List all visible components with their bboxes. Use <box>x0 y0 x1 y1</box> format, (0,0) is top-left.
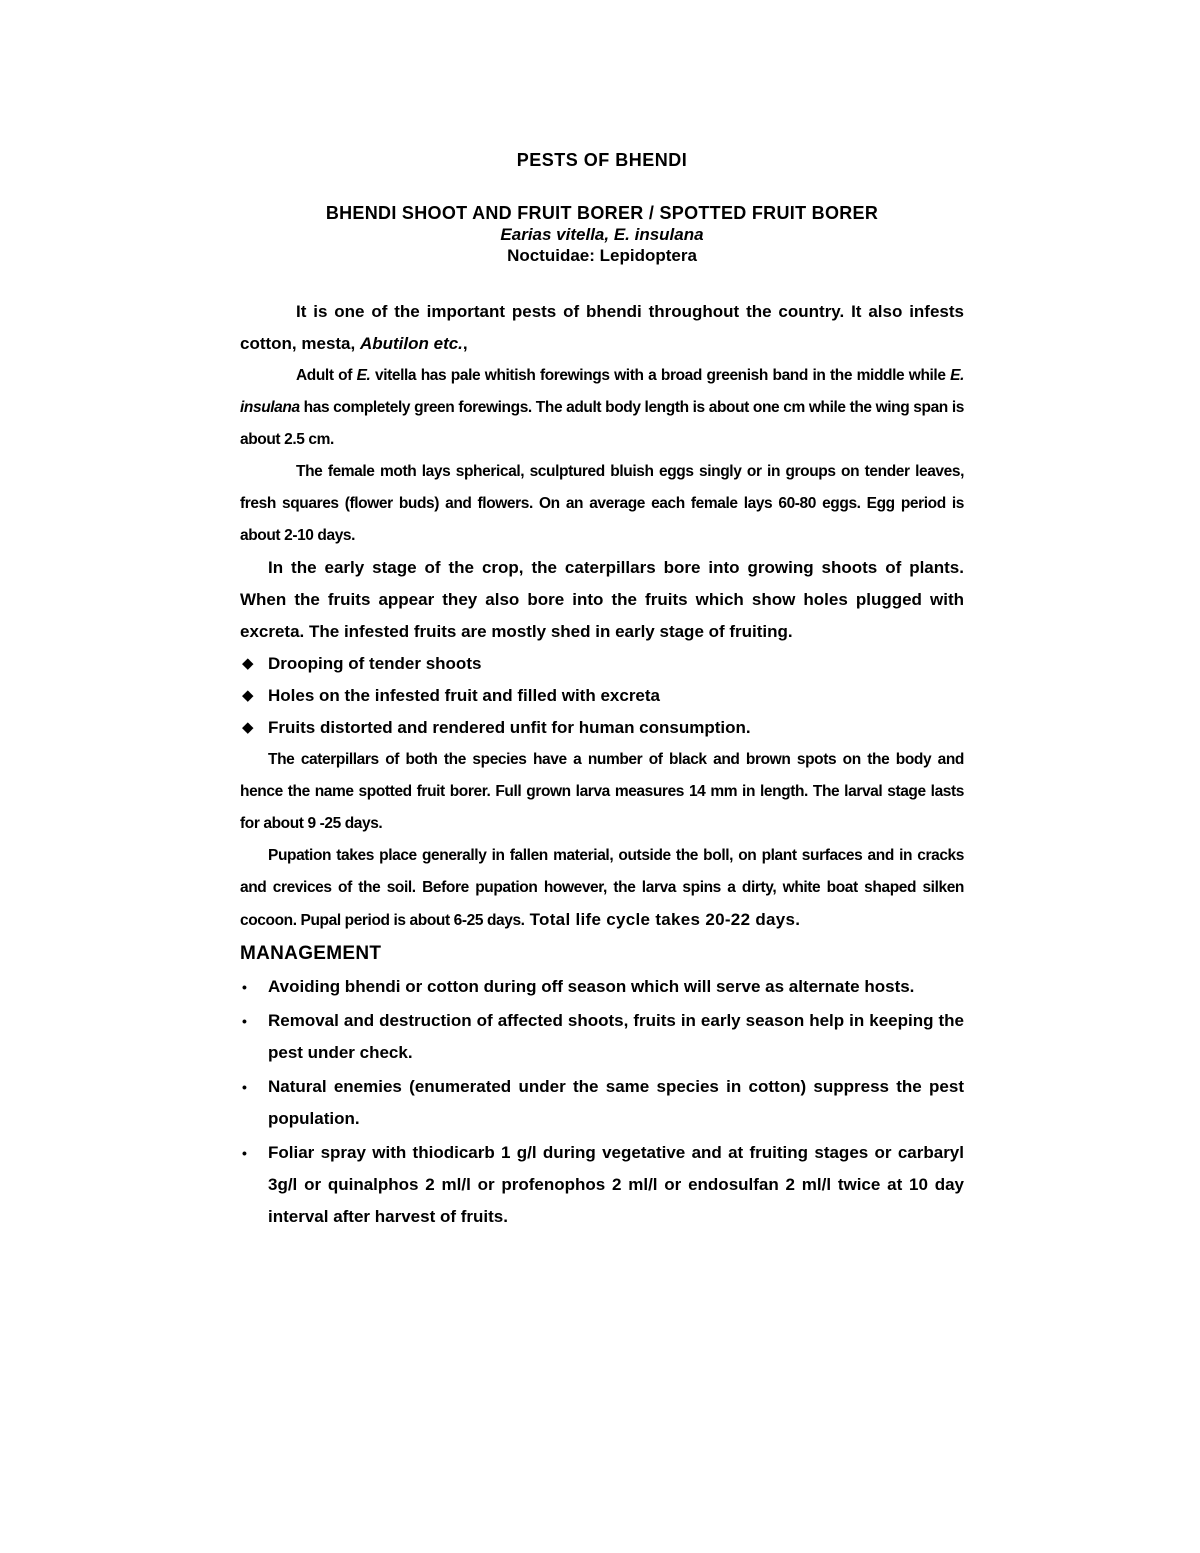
bullet-dot-icon: • <box>242 1013 247 1029</box>
management-list <box>240 971 964 1233</box>
adult-text-a: Adult of <box>296 367 357 384</box>
adult-text-c: has completely green forewings. The adult body length is about one cm while the wing span is about 2.5 cm. <box>240 399 964 448</box>
adult-paragraph <box>240 360 964 456</box>
page-title: PESTS OF BHENDI <box>516 150 688 170</box>
scientific-name: Earias vitella, E. insulana <box>500 225 704 244</box>
caterpillar-paragraph: The caterpillars of both the species have a number of black and brown spots on the body and hence the name spotted fruit borer. Full grown larva measures 14 mm in length. The larval stage lasts for about 9 -25 days. <box>240 751 964 832</box>
intro-end: , <box>462 334 468 353</box>
document-page <box>240 148 964 1235</box>
list-item <box>240 712 964 744</box>
list-item <box>240 680 964 712</box>
management-text: Removal and destruction of affected shoots, fruits in early season help in keeping the pest under check. <box>268 1011 964 1062</box>
symptom-text: Fruits distorted and rendered unfit for human consumption. <box>268 718 751 737</box>
family-name: Noctuidae: Lepidoptera <box>507 246 697 265</box>
pupation-text: Pupation takes place generally in fallen material, outside the boll, on plant surfaces and in cracks and crevices of the soil. Before pupation however, the larva spins a dirty, white boat shaped silken cocoon. Pupal period is about 6-25 days. <box>240 847 964 929</box>
symptom-list <box>240 648 964 744</box>
list-item <box>240 648 964 680</box>
diamond-bullet-icon: ◆ <box>242 655 254 672</box>
list-item <box>240 971 964 1003</box>
pupation-paragraph <box>240 840 964 937</box>
bullet-dot-icon: • <box>242 1079 247 1095</box>
section-title: BHENDI SHOOT AND FRUIT BORER / SPOTTED FRUIT BORER <box>325 203 879 223</box>
adult-italic-1: E. <box>356 367 371 384</box>
list-item <box>240 1137 964 1233</box>
management-text: Avoiding bhendi or cotton during off season which will serve as alternate hosts. <box>268 977 915 996</box>
list-item <box>240 1005 964 1069</box>
symptom-text: Holes on the infested fruit and filled with excreta <box>268 686 661 705</box>
list-item <box>240 1071 964 1135</box>
symptom-text: Drooping of tender shoots <box>268 654 482 673</box>
life-cycle-text: Total life cycle takes 20-22 days. <box>524 910 801 929</box>
management-text: Foliar spray with thiodicarb 1 g/l during vegetative and at fruiting stages or carbaryl 3g/l or quinalphos 2 ml/l or profenophos 2 ml/l or endosulfan 2 ml/l twice at 10 day interval after harvest of fruits. <box>268 1143 964 1226</box>
intro-paragraph <box>240 296 964 360</box>
damage-paragraph: In the early stage of the crop, the caterpillars bore into growing shoots of plants. When the fruits appear they also bore into the fruits which show holes plugged with excreta. The infested fruits are mostly shed in early stage of fruiting. <box>240 558 964 641</box>
bullet-dot-icon: • <box>242 1145 247 1161</box>
management-heading: MANAGEMENT <box>240 943 382 964</box>
adult-italic-2: E. insulana <box>240 367 964 416</box>
adult-text-b: vitella has pale whitish forewings with a broad greenish band in the middle while <box>370 367 951 384</box>
management-text: Natural enemies (enumerated under the same species in cotton) suppress the pest population. <box>268 1077 964 1128</box>
diamond-bullet-icon: ◆ <box>242 687 254 704</box>
intro-italic: Abutilon etc. <box>359 334 463 353</box>
bullet-dot-icon: • <box>242 979 247 995</box>
intro-text: It is one of the important pests of bhendi throughout the country. It also infests cotton, mesta, <box>240 302 964 353</box>
diamond-bullet-icon: ◆ <box>242 719 254 736</box>
female-paragraph: The female moth lays spherical, sculptured bluish eggs singly or in groups on tender leaves, fresh squares (flower buds) and flowers. On an average each female lays 60-80 eggs. Egg period is about 2-10 days. <box>240 463 964 544</box>
pest-heading <box>240 202 964 266</box>
